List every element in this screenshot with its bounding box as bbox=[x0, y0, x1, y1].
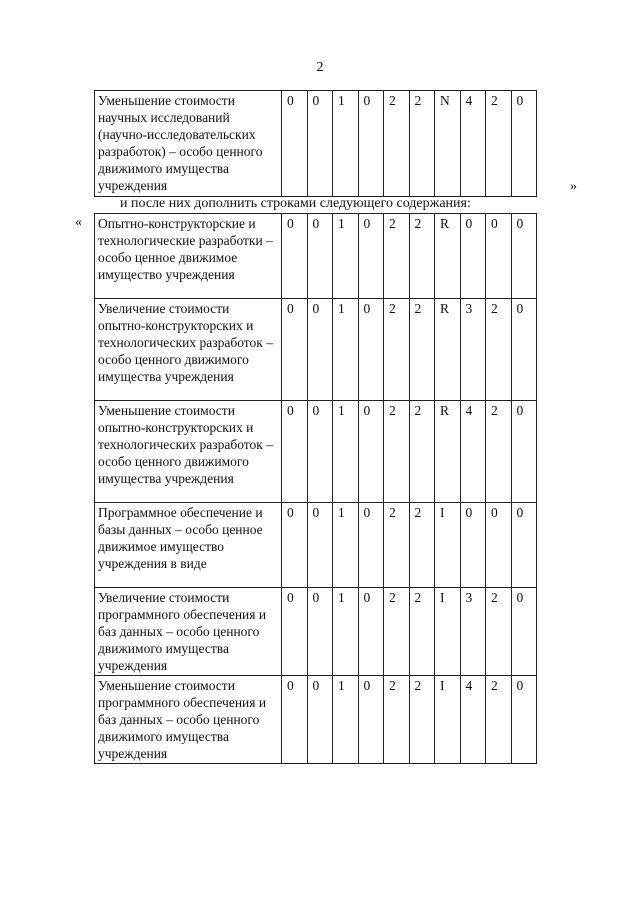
code-cell: 0 bbox=[282, 214, 308, 299]
code-cell: 0 bbox=[511, 299, 537, 401]
code-cell: 4 bbox=[460, 676, 486, 764]
code-cell: 0 bbox=[358, 214, 384, 299]
code-cell: 0 bbox=[307, 299, 333, 401]
row-description: Увеличение стоимости программного обеспечения и баз данных – особо ценного движимого имущества учреждения bbox=[95, 588, 282, 676]
code-cell: 0 bbox=[511, 588, 537, 676]
main-table bbox=[94, 213, 537, 764]
code-cell: 0 bbox=[307, 676, 333, 764]
code-cell: 2 bbox=[486, 299, 512, 401]
code-cell: 0 bbox=[511, 676, 537, 764]
code-cell: 2 bbox=[486, 588, 512, 676]
code-cell: 0 bbox=[358, 299, 384, 401]
code-cell: 0 bbox=[307, 503, 333, 588]
code-cell: 2 bbox=[409, 214, 435, 299]
code-cell: I bbox=[435, 588, 461, 676]
code-cell: 0 bbox=[282, 503, 308, 588]
code-cell: 0 bbox=[282, 676, 308, 764]
code-cell: I bbox=[435, 503, 461, 588]
code-cell: 2 bbox=[409, 299, 435, 401]
row-description: Уменьшение стоимости программного обеспечения и баз данных – особо ценного движимого имущества учреждения bbox=[95, 676, 282, 764]
intro-text: и после них дополнить строками следующего содержания: bbox=[120, 196, 471, 211]
code-cell: 0 bbox=[282, 91, 308, 197]
code-cell: 2 bbox=[409, 588, 435, 676]
row-description: Увеличение стоимости опытно-конструкторских и технологических разработок – особо ценного движимого имущества учреждения bbox=[95, 299, 282, 401]
code-cell: 0 bbox=[307, 588, 333, 676]
code-cell: 0 bbox=[486, 214, 512, 299]
code-cell: 0 bbox=[358, 588, 384, 676]
code-cell: R bbox=[435, 299, 461, 401]
code-cell: 4 bbox=[460, 401, 486, 503]
code-cell: 0 bbox=[511, 401, 537, 503]
code-cell: 2 bbox=[384, 91, 410, 197]
table-row bbox=[95, 676, 537, 764]
table-row bbox=[95, 91, 537, 197]
code-cell: 1 bbox=[333, 401, 359, 503]
code-cell: N bbox=[435, 91, 461, 197]
code-cell: 0 bbox=[307, 91, 333, 197]
code-cell: 0 bbox=[282, 588, 308, 676]
code-cell: 1 bbox=[333, 588, 359, 676]
code-cell: 2 bbox=[409, 503, 435, 588]
code-cell: 2 bbox=[486, 401, 512, 503]
code-cell: 0 bbox=[307, 214, 333, 299]
row-description: Программное обеспечение и базы данных – особо ценное движимое имущество учреждения в виде bbox=[95, 503, 282, 588]
table-row bbox=[95, 214, 537, 299]
code-cell: 0 bbox=[282, 299, 308, 401]
code-cell: 2 bbox=[486, 91, 512, 197]
code-cell: 2 bbox=[486, 676, 512, 764]
code-cell: 1 bbox=[333, 299, 359, 401]
code-cell: 0 bbox=[460, 503, 486, 588]
opening-quote: « bbox=[75, 215, 82, 230]
page-number: 2 bbox=[316, 60, 324, 75]
top-table bbox=[94, 90, 537, 197]
code-cell: 2 bbox=[384, 214, 410, 299]
main-table-body bbox=[95, 214, 537, 764]
code-cell: 1 bbox=[333, 91, 359, 197]
code-cell: 2 bbox=[384, 503, 410, 588]
top-table-body bbox=[95, 91, 537, 197]
code-cell: 1 bbox=[333, 676, 359, 764]
code-cell: 0 bbox=[460, 214, 486, 299]
code-cell: 2 bbox=[409, 91, 435, 197]
code-cell: 2 bbox=[409, 676, 435, 764]
row-description: Уменьшение стоимости опытно-конструкторских и технологических разработок – особо ценного движимого имущества учреждения bbox=[95, 401, 282, 503]
row-description: Опытно-конструкторские и технологические разработки – особо ценное движимое имущество учреждения bbox=[95, 214, 282, 299]
code-cell: I bbox=[435, 676, 461, 764]
code-cell: 2 bbox=[384, 299, 410, 401]
code-cell: 2 bbox=[384, 588, 410, 676]
code-cell: 4 bbox=[460, 91, 486, 197]
code-cell: 0 bbox=[307, 401, 333, 503]
table-row bbox=[95, 299, 537, 401]
code-cell: 1 bbox=[333, 214, 359, 299]
code-cell: 0 bbox=[511, 503, 537, 588]
code-cell: 0 bbox=[511, 91, 537, 197]
code-cell: 1 bbox=[333, 503, 359, 588]
code-cell: 0 bbox=[511, 214, 537, 299]
table-row bbox=[95, 503, 537, 588]
row-description: Уменьшение стоимости научных исследований (научно-исследовательских разработок) – особо ценного движимого имущества учреждения bbox=[95, 91, 282, 197]
code-cell: 2 bbox=[384, 401, 410, 503]
code-cell: 0 bbox=[282, 401, 308, 503]
code-cell: R bbox=[435, 401, 461, 503]
code-cell: 0 bbox=[358, 503, 384, 588]
code-cell: 3 bbox=[460, 588, 486, 676]
closing-quote: » bbox=[570, 179, 577, 194]
code-cell: 0 bbox=[358, 401, 384, 503]
table-row bbox=[95, 588, 537, 676]
code-cell: 2 bbox=[384, 676, 410, 764]
code-cell: 0 bbox=[486, 503, 512, 588]
code-cell: 3 bbox=[460, 299, 486, 401]
code-cell: 0 bbox=[358, 676, 384, 764]
code-cell: 0 bbox=[358, 91, 384, 197]
code-cell: R bbox=[435, 214, 461, 299]
code-cell: 2 bbox=[409, 401, 435, 503]
table-row bbox=[95, 401, 537, 503]
